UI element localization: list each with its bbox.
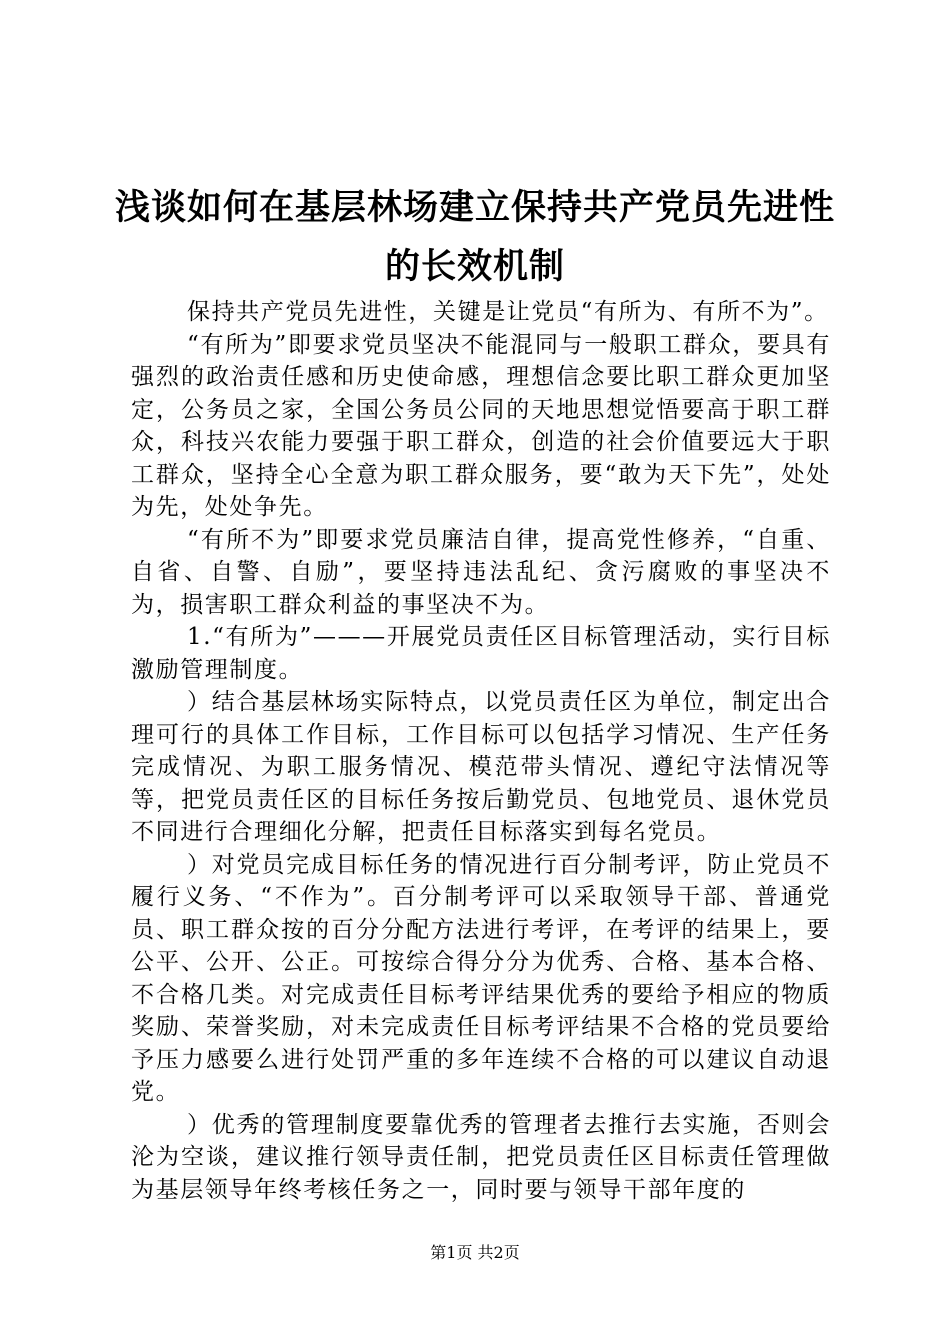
paragraph: ）结合基层林场实际特点，以党员责任区为单位，制定出合理可行的具体工作目标，工作目标可以包括学习情况、生产任务完成情况、为职工服务情况、模范带头情况、遵纪守法情况等等，把党员责任区的目标任务按后勤党员、包地党员、退休党员不同进行合理细化分解，把责任目标落实到每名党员。 [131, 689, 831, 845]
paragraph: ）优秀的管理制度要靠优秀的管理者去推行去实施，否则会沦为空谈，建议推行领导责任制，把党员责任区目标责任管理做为基层领导年终考核任务之一，同时要与领导干部年度的 [131, 1111, 831, 1203]
paragraph: “有所不为”即要求党员廉洁自律，提高党性修养，“自重、自省、自警、自励”，要坚持违法乱纪、贪污腐败的事坚决不为，损害职工群众利益的事坚决不为。 [131, 526, 831, 618]
document-body [131, 296, 831, 1206]
document-title-line-1: 浅谈如何在基层林场建立保持共产党员先进性 [114, 188, 835, 228]
paragraph: “有所为”即要求党员坚决不能混同与一般职工群众，要具有强烈的政治责任感和历史使命感，理想信念要比职工群众更加坚定，公务员之家，全国公务员公同的天地思想觉悟要高于职工群众，科技兴农能力要强于职工群众，创造的社会价值要远大于职工群众，坚持全心全意为职工群众服务，要“敢为天下先”，处处为先，处处争先。 [131, 331, 831, 520]
paragraph: 1.“有所为”———开展党员责任区目标管理活动，实行目标激励管理制度。 [131, 624, 831, 683]
document-title-line-2: 的长效机制 [384, 247, 565, 287]
paragraph: ）对党员完成目标任务的情况进行百分制考评，防止党员不履行义务、“不作为”。百分制考评可以采取领导干部、普通党员、职工群众按的百分分配方法进行考评，在考评的结果上，要公平、公开、公正。可按综合得分分为优秀、合格、基本合格、不合格几类。对完成责任目标考评结果优秀的要给予相应的物质奖励、荣誉奖励，对未完成责任目标考评结果不合格的党员要给予压力感要么进行处罚严重的多年连续不合格的可以建议自动退党。 [131, 851, 831, 1105]
paragraph: 保持共产党员先进性，关键是让党员“有所为、有所不为”。 [187, 299, 829, 325]
page-footer: 第1页 共2页 [430, 1243, 520, 1262]
